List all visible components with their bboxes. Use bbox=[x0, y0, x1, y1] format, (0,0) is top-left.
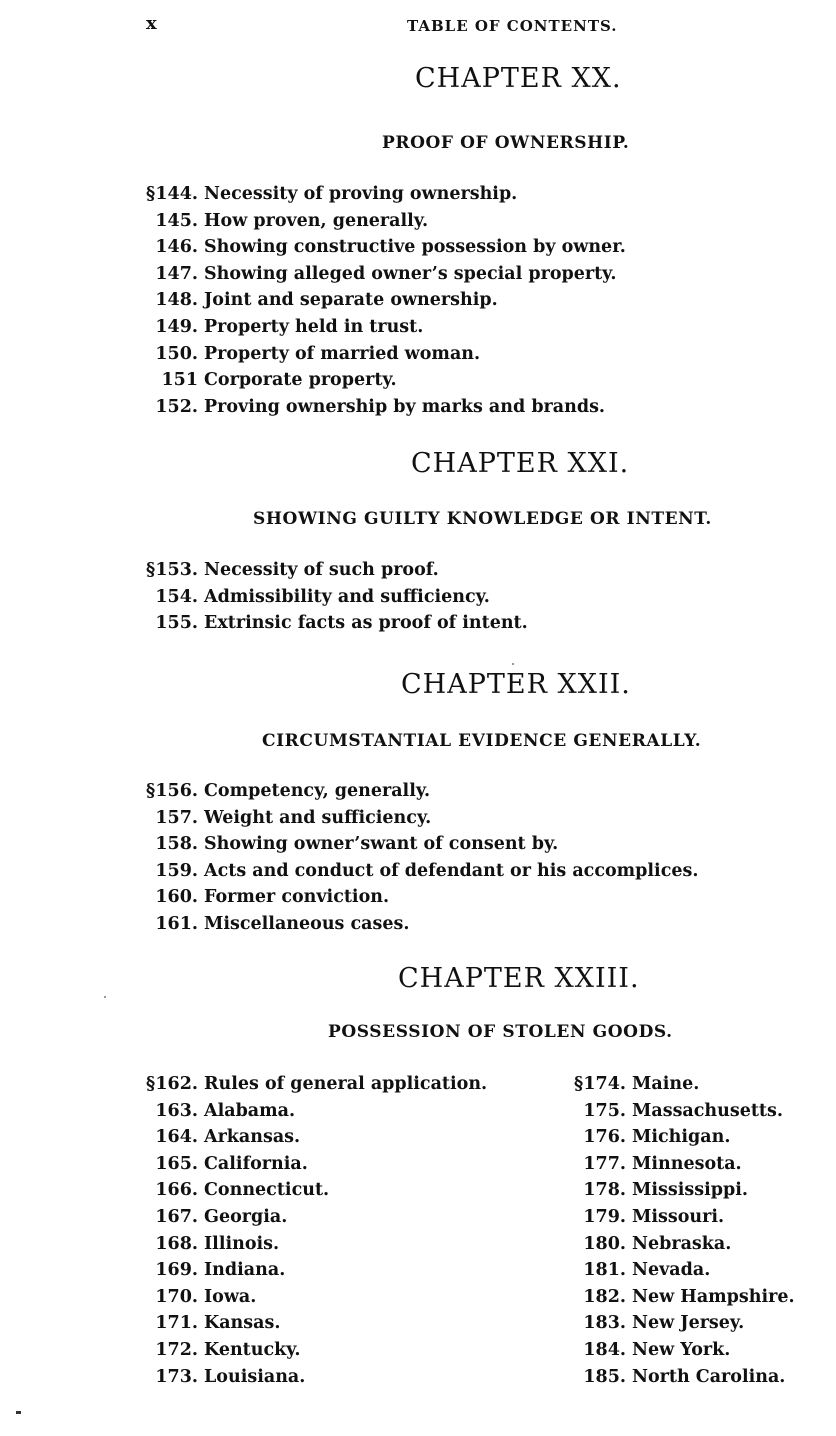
section-title: Corporate property. bbox=[204, 370, 397, 391]
section-number: 154. bbox=[155, 586, 198, 607]
section-title: Minnesota. bbox=[632, 1153, 742, 1174]
section-entry bbox=[574, 1071, 795, 1098]
section-number: 146. bbox=[155, 237, 198, 258]
section-list bbox=[146, 1071, 488, 1390]
section-entry bbox=[150, 1337, 487, 1364]
section-entry bbox=[578, 1177, 795, 1204]
running-head: TABLE OF CONTENTS. bbox=[407, 17, 618, 35]
section-title: Property of married woman. bbox=[204, 343, 481, 364]
section-number: 185. bbox=[583, 1366, 626, 1387]
section-title: Joint and separate ownership. bbox=[204, 290, 498, 311]
chapter-heading: CHAPTER XXII. bbox=[401, 669, 631, 700]
section-title: Admissibility and sufficiency. bbox=[204, 586, 490, 607]
section-entry bbox=[146, 557, 528, 584]
section-title: North Carolina. bbox=[632, 1366, 786, 1387]
section-number: 182. bbox=[583, 1286, 626, 1307]
section-entry bbox=[150, 831, 698, 858]
section-entry bbox=[150, 367, 626, 394]
section-entry bbox=[146, 1071, 488, 1098]
section-entry bbox=[150, 858, 698, 885]
section-title: New Hampshire. bbox=[632, 1286, 795, 1307]
section-title: Nevada. bbox=[632, 1260, 711, 1281]
chapter-heading: CHAPTER XXI. bbox=[411, 448, 630, 479]
section-title: Kansas. bbox=[204, 1313, 281, 1334]
section-number: 183. bbox=[583, 1313, 626, 1334]
section-number: 152. bbox=[155, 396, 198, 417]
section-entry bbox=[150, 261, 626, 288]
section-title: New Jersey. bbox=[632, 1313, 745, 1334]
section-number: 149. bbox=[155, 316, 198, 337]
section-title: California. bbox=[204, 1153, 308, 1174]
section-title: New York. bbox=[632, 1339, 731, 1360]
section-number: 159. bbox=[155, 860, 198, 881]
section-title: Alabama. bbox=[204, 1100, 296, 1121]
section-entry bbox=[150, 234, 626, 261]
section-number: 168. bbox=[155, 1233, 198, 1254]
section-title: Nebraska. bbox=[632, 1233, 732, 1254]
chapter-heading: CHAPTER XX. bbox=[415, 63, 622, 94]
section-title: Michigan. bbox=[632, 1127, 731, 1148]
section-number: 165. bbox=[155, 1153, 198, 1174]
section-entry bbox=[150, 394, 626, 421]
section-entry bbox=[150, 208, 626, 235]
section-title: Mississippi. bbox=[632, 1180, 748, 1201]
section-entry bbox=[578, 1364, 795, 1391]
chapter-title: CIRCUMSTANTIAL EVIDENCE GENERALLY. bbox=[262, 731, 702, 751]
section-entry bbox=[150, 341, 626, 368]
section-title: Kentucky. bbox=[204, 1339, 301, 1360]
page-number: x bbox=[146, 13, 158, 34]
section-entry bbox=[150, 1151, 487, 1178]
section-title: Iowa. bbox=[204, 1286, 257, 1307]
section-entry bbox=[150, 314, 626, 341]
section-entry bbox=[578, 1257, 795, 1284]
section-entry bbox=[150, 610, 528, 637]
section-entry bbox=[150, 584, 528, 611]
section-entry bbox=[150, 1310, 487, 1337]
section-number: 161. bbox=[155, 913, 198, 934]
section-number: 147. bbox=[155, 263, 198, 284]
section-title: Showing alleged owner’s special property. bbox=[204, 263, 617, 284]
section-title: Extrinsic facts as proof of intent. bbox=[204, 613, 528, 634]
section-entry bbox=[150, 805, 698, 832]
section-number: 175. bbox=[583, 1100, 626, 1121]
section-number: 173. bbox=[155, 1366, 198, 1387]
chapter-title: PROOF OF OWNERSHIP. bbox=[382, 133, 630, 153]
section-sign: § bbox=[574, 1074, 584, 1094]
section-number: 172. bbox=[155, 1339, 198, 1360]
scan-mark bbox=[16, 1411, 21, 1414]
section-number: 158. bbox=[155, 834, 198, 855]
section-title: Weight and sufficiency. bbox=[204, 807, 432, 828]
section-number: 160. bbox=[155, 887, 198, 908]
section-title: Showing constructive possession by owner. bbox=[204, 237, 626, 258]
section-entry bbox=[150, 1124, 487, 1151]
section-sign: § bbox=[146, 1074, 156, 1094]
section-number: 181. bbox=[583, 1260, 626, 1281]
section-title: Missouri. bbox=[632, 1206, 725, 1227]
section-number: 178. bbox=[583, 1180, 626, 1201]
section-title: Arkansas. bbox=[204, 1127, 301, 1148]
section-list bbox=[574, 1071, 795, 1390]
section-number: 151 bbox=[161, 370, 198, 391]
section-number: 177. bbox=[583, 1153, 626, 1174]
section-title: Indiana. bbox=[204, 1260, 286, 1281]
section-number: 145. bbox=[155, 210, 198, 231]
section-list bbox=[146, 778, 699, 938]
section-number: 184. bbox=[583, 1339, 626, 1360]
section-title: Connecticut. bbox=[204, 1180, 330, 1201]
section-number: 156. bbox=[155, 781, 198, 801]
chapter-heading: CHAPTER XXIII. bbox=[398, 963, 640, 994]
section-title: Showing owner’swant of consent by. bbox=[204, 834, 559, 855]
section-title: Massachusetts. bbox=[632, 1100, 783, 1121]
section-entry bbox=[150, 287, 626, 314]
section-title: Former conviction. bbox=[204, 887, 390, 908]
section-entry bbox=[150, 1177, 487, 1204]
section-number: 144. bbox=[155, 184, 198, 204]
section-number: 171. bbox=[155, 1313, 198, 1334]
section-number: 179. bbox=[583, 1206, 626, 1227]
section-entry bbox=[150, 1284, 487, 1311]
section-entry bbox=[578, 1098, 795, 1125]
section-number: 180. bbox=[583, 1233, 626, 1254]
section-list bbox=[146, 181, 626, 420]
section-title: Illinois. bbox=[204, 1233, 280, 1254]
section-entry bbox=[578, 1337, 795, 1364]
section-number: 153. bbox=[155, 560, 198, 580]
section-number: 148. bbox=[155, 290, 198, 311]
section-entry bbox=[146, 778, 698, 805]
section-title: Rules of general application. bbox=[204, 1074, 488, 1094]
section-title: Necessity of proving ownership. bbox=[204, 184, 518, 204]
chapter-title: POSSESSION OF STOLEN GOODS. bbox=[328, 1022, 673, 1042]
section-entry bbox=[150, 1257, 487, 1284]
section-number: 162. bbox=[155, 1074, 198, 1094]
chapter-title: SHOWING GUILTY KNOWLEDGE OR INTENT. bbox=[253, 509, 712, 529]
section-entry bbox=[578, 1204, 795, 1231]
section-sign: § bbox=[146, 184, 156, 204]
section-title: Georgia. bbox=[204, 1206, 288, 1227]
section-entry bbox=[150, 1364, 487, 1391]
section-entry bbox=[578, 1284, 795, 1311]
section-number: 174. bbox=[583, 1074, 626, 1094]
section-sign: § bbox=[146, 781, 156, 801]
section-sign: § bbox=[146, 560, 156, 580]
scan-mark bbox=[104, 996, 106, 998]
section-entry bbox=[150, 884, 698, 911]
section-number: 166. bbox=[155, 1180, 198, 1201]
section-number: 167. bbox=[155, 1206, 198, 1227]
section-title: Property held in trust. bbox=[204, 316, 424, 337]
section-title: Miscellaneous cases. bbox=[204, 913, 410, 934]
section-entry bbox=[578, 1151, 795, 1178]
section-entry bbox=[150, 911, 698, 938]
section-number: 150. bbox=[155, 343, 198, 364]
section-title: Necessity of such proof. bbox=[204, 560, 439, 580]
section-entry bbox=[578, 1231, 795, 1258]
section-number: 163. bbox=[155, 1100, 198, 1121]
section-list bbox=[146, 557, 528, 637]
section-number: 155. bbox=[155, 613, 198, 634]
section-number: 170. bbox=[155, 1286, 198, 1307]
section-title: Louisiana. bbox=[204, 1366, 306, 1387]
section-entry bbox=[150, 1098, 487, 1125]
section-entry bbox=[578, 1310, 795, 1337]
section-entry bbox=[150, 1204, 487, 1231]
section-entry bbox=[150, 1231, 487, 1258]
section-title: Acts and conduct of defendant or his accomplices. bbox=[204, 860, 699, 881]
section-title: Maine. bbox=[632, 1074, 700, 1094]
section-number: 176. bbox=[583, 1127, 626, 1148]
section-entry bbox=[578, 1124, 795, 1151]
section-number: 169. bbox=[155, 1260, 198, 1281]
section-number: 157. bbox=[155, 807, 198, 828]
section-title: How proven, generally. bbox=[204, 210, 429, 231]
section-title: Proving ownership by marks and brands. bbox=[204, 396, 606, 417]
section-title: Competency, generally. bbox=[204, 781, 431, 801]
section-entry bbox=[146, 181, 626, 208]
section-number: 164. bbox=[155, 1127, 198, 1148]
scan-mark bbox=[512, 663, 514, 665]
